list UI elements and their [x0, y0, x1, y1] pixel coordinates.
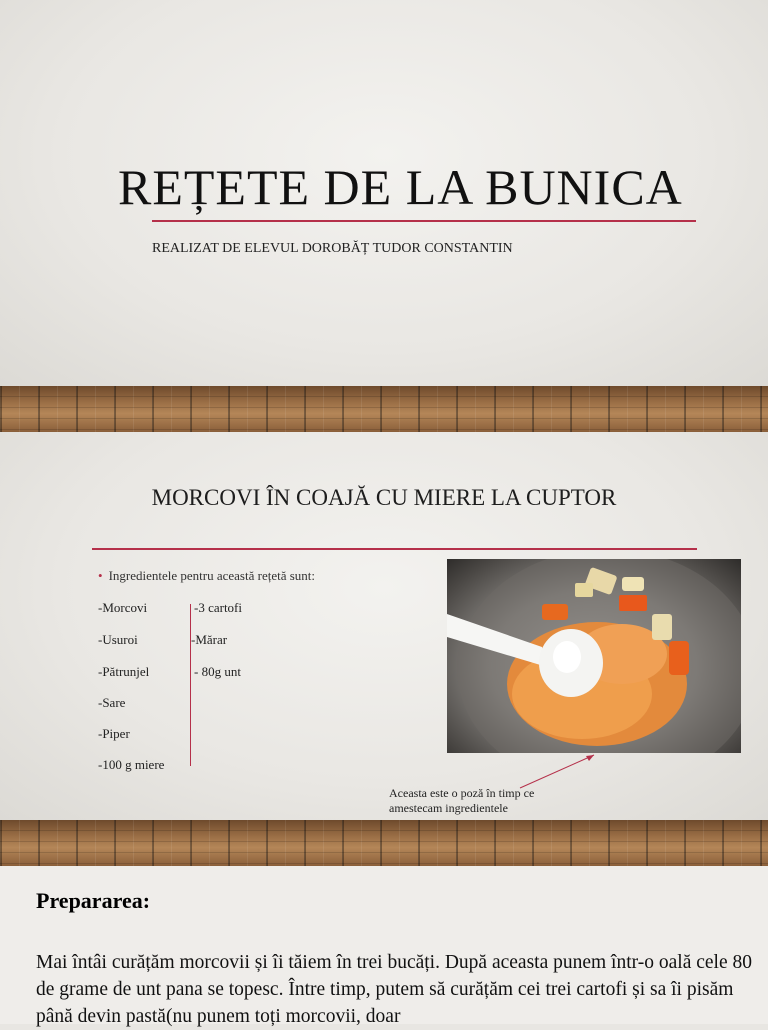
preparation-heading: Prepararea:	[36, 888, 151, 913]
wood-floor-band	[0, 386, 768, 432]
ingredients-intro	[98, 568, 315, 584]
recipe-slide	[0, 432, 768, 820]
preparation-text: Mai întâi curățăm morcovii și îi tăiem în trei bucăți. După aceasta punem într-o oală cele 80 de grame de unt pana se topesc. Între timp, putem să curățăm cei trei cartofi și sa îi pisăm până devin pastă(nu punem toți morcovii, doar	[36, 952, 752, 1027]
ingredient-item: -Pătrunjel	[98, 664, 150, 679]
slide-subtitle: REALIZAT DE ELEVUL DOROBĂȚ TUDOR CONSTANTIN	[152, 241, 513, 256]
column-divider	[190, 604, 191, 766]
ingredient-item: -3 cartofi	[194, 600, 243, 615]
ingredient-item: -Sare	[98, 695, 126, 710]
recipe-title: MORCOVI ÎN COAJĂ CU MIERE LA CUPTOR	[151, 485, 617, 510]
wood-floor-band	[0, 820, 768, 866]
slide-title: REȚETE DE LA BUNICA	[118, 159, 683, 215]
ingredient-item: - 80g unt	[194, 664, 241, 679]
bullet-icon: •	[98, 568, 103, 583]
photo-illustration	[447, 559, 741, 753]
ingredient-item: -Mărar	[191, 632, 228, 647]
recipe-title-underline	[92, 548, 697, 550]
recipe-photo	[447, 559, 741, 753]
ingredient-item: -Piper	[98, 726, 130, 741]
ingredient-item: -100 g miere	[98, 757, 165, 772]
ingredients-intro-text: Ingredientele pentru această rețetă sunt:	[108, 568, 316, 583]
title-underline	[152, 220, 696, 222]
ingredient-item: -Usuroi	[98, 632, 138, 647]
title-slide	[0, 0, 768, 386]
ingredient-item: -Morcovi	[98, 600, 148, 615]
photo-caption: Aceasta este o poză în timp ce amestecam ingredientele	[389, 786, 535, 815]
